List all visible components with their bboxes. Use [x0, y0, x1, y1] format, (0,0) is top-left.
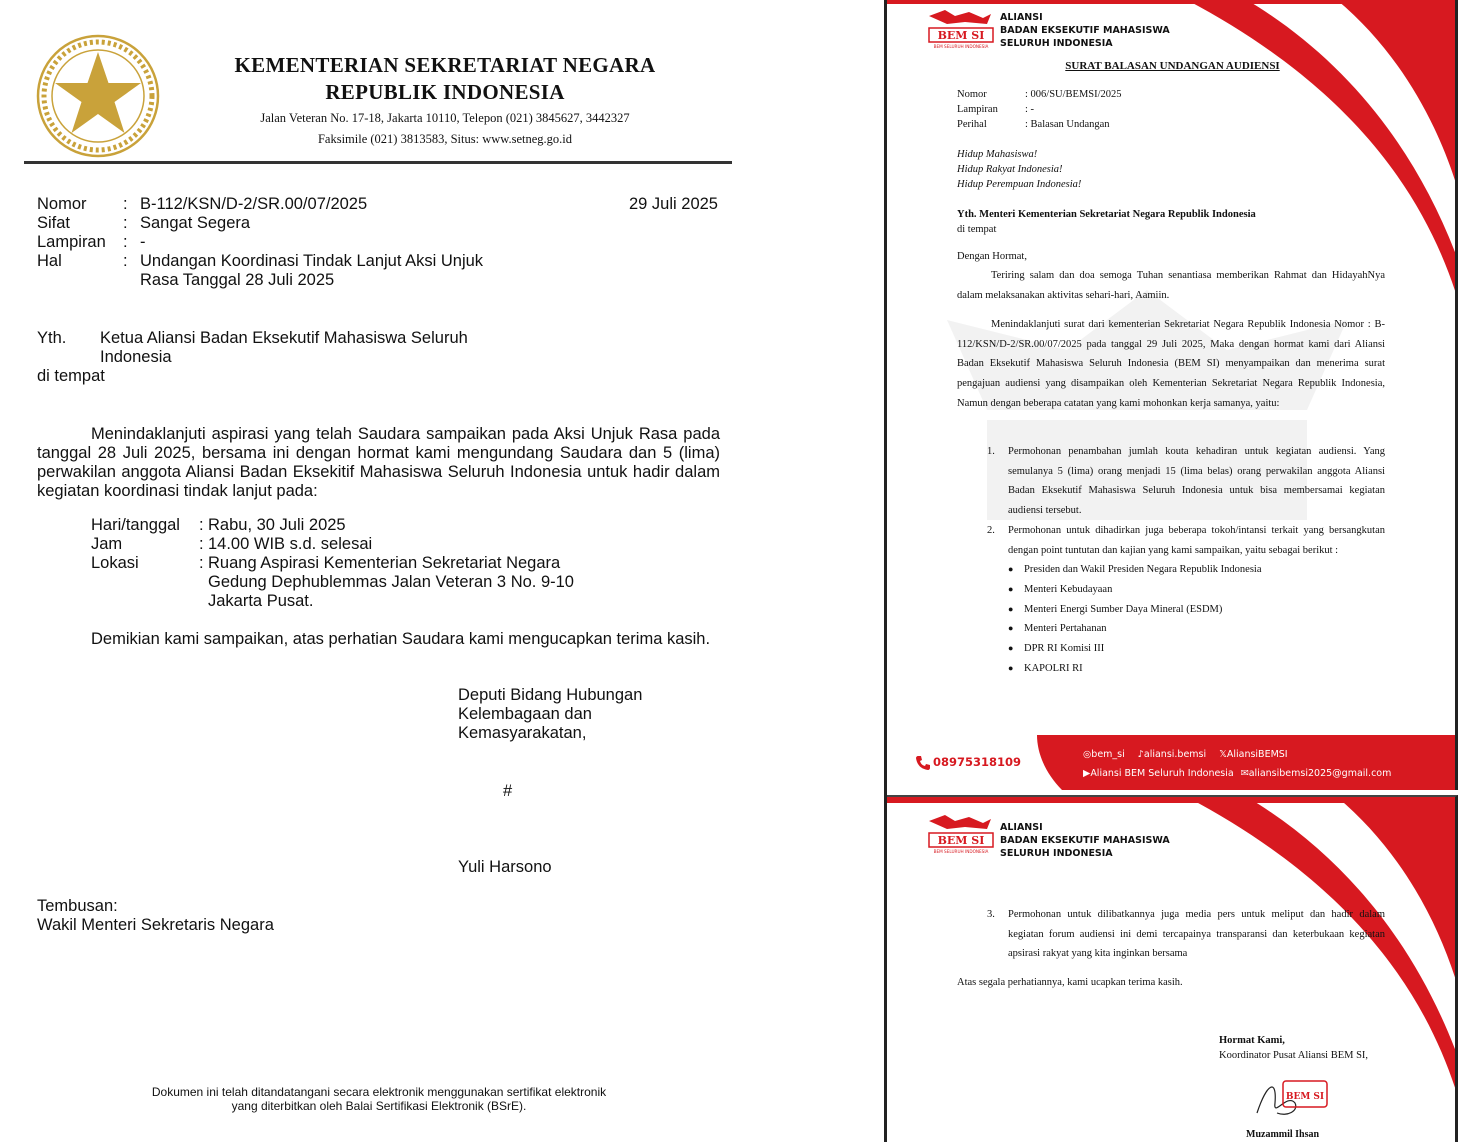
org-name-1: ALIANSI [1000, 12, 1043, 23]
bullet-text: DPR RI Komisi III [1024, 643, 1105, 655]
ministry-contact: Faksimile (021) 3813583, Situs: www.setneg.go.id [317, 132, 573, 146]
stamp-text: BEM SI [1285, 1092, 1325, 1102]
tiktok-icon: ♪ [1137, 749, 1144, 760]
org-name-3: SELURUH INDONESIA [1000, 848, 1113, 859]
sign-off: Hormat Kami, [1219, 1035, 1285, 1046]
letterhead [190, 52, 700, 148]
bullet-icon: ● [1008, 603, 1014, 614]
recipient-line-1: Ketua Aliansi Badan Eksekutif Mahasiswa Seluruh [100, 329, 468, 347]
signer-title-3: Kemasyarakatan, [458, 724, 587, 742]
cc-label: Tembusan: [37, 897, 118, 915]
lokasi-line-2: Gedung Dephublemmas Jalan Veteran 3 No. 9-10 [208, 573, 574, 591]
hari-label: Hari/tanggal [91, 516, 180, 534]
lampiran-value: - [140, 233, 146, 251]
hal-label: Hal [37, 252, 62, 270]
instagram-handle[interactable]: bem_si [1091, 749, 1125, 760]
colon: : [123, 214, 128, 232]
lampiran-label: Lampiran [37, 233, 106, 251]
colon: : [123, 233, 128, 251]
bullet-icon: ● [1008, 564, 1014, 575]
bemsi-logo-icon [925, 811, 997, 855]
nomor-value: : 006/SU/BEMSI/2025 [1025, 89, 1122, 100]
org-name-3: SELURUH INDONESIA [1000, 38, 1113, 49]
email-address[interactable]: aliansibemsi2025@gmail.com [1248, 768, 1392, 779]
item-number: 2. [987, 524, 995, 536]
hal-value-1: Undangan Koordinasi Tindak Lanjut Aksi Unjuk [140, 252, 484, 270]
letter-meta [37, 195, 483, 290]
ministry-country: REPUBLIK INDONESIA [325, 80, 565, 104]
reply-meta [957, 87, 1122, 132]
bullet-text: Menteri Kebudayaan [1024, 583, 1113, 595]
colon: : [199, 516, 204, 534]
contact-footer [887, 735, 1458, 790]
request-list [987, 442, 1385, 678]
bullet-item [1008, 659, 1385, 679]
signer-role: Koordinator Pusat Aliansi BEM SI, [1219, 1050, 1369, 1061]
x-icon: 𝕏 [1219, 749, 1227, 760]
colon: : [199, 554, 204, 572]
item-number: 1. [987, 446, 995, 457]
colon: : [199, 535, 204, 553]
slogan-2: Hidup Rakyat Indonesia! [957, 164, 1063, 175]
perihal-value: : Balasan Undangan [1025, 119, 1110, 130]
hal-value-2: Rasa Tanggal 28 Juli 2025 [140, 271, 335, 289]
youtube-channel[interactable]: Aliansi BEM Seluruh Indonesia [1090, 768, 1234, 779]
letterhead-rule [24, 161, 732, 164]
list-item [987, 521, 1385, 560]
schedule [91, 516, 574, 611]
logo-subtext: BEM SELURUH INDONESIA [933, 44, 989, 49]
bullet-text: Menteri Pertahanan [1024, 623, 1107, 635]
signature-placeholder: # [503, 782, 513, 800]
reply-recipient [957, 207, 1256, 237]
coordinator-name: Muzammil Ihsan [1246, 1129, 1320, 1140]
recipient-block [37, 329, 507, 386]
signer-title-1: Deputi Bidang Hubungan [458, 686, 643, 704]
colon: : [123, 195, 128, 213]
bemsi-logo-icon [925, 6, 997, 50]
recipient-line-2: Indonesia [100, 348, 172, 366]
nomor-label: Nomor [37, 195, 87, 213]
nomor-label: Nomor [957, 89, 987, 100]
reply-recipient-name: Yth. Menteri Kementerian Sekretariat Negara Republik Indonesia [957, 209, 1256, 220]
org-name-2: BADAN EKSEKUTIF MAHASISWA [1000, 25, 1170, 36]
bullet-icon: ● [1008, 583, 1014, 594]
jam-value: 14.00 WIB s.d. selesai [208, 535, 373, 553]
nomor-value: B-112/KSN/D-2/SR.00/07/2025 [140, 195, 368, 213]
lokasi-line-1: Ruang Aspirasi Kementerian Sekretariat Negara [208, 554, 561, 572]
item-text: Permohonan untuk dilibatkannya juga media pers untuk meliput dan hadir dalam kegiatan forum audiensi ini demi tercapainya transparansi dan keterbukaan kegiatan apsirasi rakyat yang kita inginkan bersama [1008, 909, 1385, 960]
org-name [1000, 11, 1170, 50]
request-list-continued [987, 905, 1385, 964]
yth-label: Yth. [37, 329, 67, 347]
sifat-label: Sifat [37, 214, 71, 232]
slogan-1: Hidup Mahasiswa! [957, 149, 1038, 160]
logo-subtext: BEM SELURUH INDONESIA [933, 849, 989, 854]
salutation: Dengan Hormat, [957, 251, 1027, 262]
bullet-item [1008, 600, 1385, 620]
cc-block [37, 897, 274, 935]
phone-number: 08975318109 [933, 755, 1022, 769]
paragraph-1: Teriring salam dan doa semoga Tuhan senantiasa memberikan Rahmat dan HidayahNya dalam melaksanakan aktivitas sehari-hari, Aamiin. [957, 270, 1385, 301]
letter-date: 29 Juli 2025 [629, 195, 718, 213]
list-item [987, 442, 1385, 521]
e-signature-note [140, 1085, 618, 1113]
social-links [1083, 745, 1391, 783]
youtube-icon: ▶ [1083, 768, 1091, 779]
bemsi-letter-page-1 [887, 0, 1458, 790]
signature-stamp [1247, 1073, 1337, 1123]
lampiran-label: Lampiran [957, 104, 998, 115]
bullet-text: Presiden dan Wakil Presiden Negara Republik Indonesia [1024, 564, 1262, 576]
perihal-label: Perihal [957, 119, 987, 130]
bullet-item [1008, 560, 1385, 580]
bullet-item [1008, 619, 1385, 639]
logo-text: BEM SI [937, 29, 985, 42]
slogans [957, 147, 1081, 192]
bullet-icon: ● [1008, 623, 1014, 634]
e-signature-note-2: yang diterbitkan oleh Balai Sertifikasi Elektronik (BSrE). [231, 1099, 527, 1113]
bullet-text: KAPOLRI RI [1024, 662, 1083, 674]
x-handle[interactable]: AliansiBEMSI [1226, 749, 1288, 760]
org-name-1: ALIANSI [1000, 822, 1043, 833]
bullet-item [1008, 639, 1385, 659]
e-signature-note-1: Dokumen ini telah ditandatangani secara elektronik menggunakan sertifikat elektronik [151, 1085, 607, 1099]
item-text: Permohonan penambahan jumlah kouta kehadiran untuk kegiatan audiensi. Yang semulanya 5 (lima) orang menjadi 15 (lima belas) orang perwakilan anggota Aliansi Badan Eksekutif Mahasiswa Seluruh Indonesia untuk bisa membersamai kegiatan audiensi tersebut. [1008, 446, 1385, 517]
item-number: 3. [987, 909, 995, 920]
ministry-name: KEMENTERIAN SEKRETARIAT NEGARA [234, 53, 656, 77]
phone-icon [915, 755, 931, 771]
logo-text: BEM SI [937, 834, 985, 847]
bullet-icon: ● [1008, 643, 1014, 654]
closing-thanks: Atas segala perhatiannya, kami ucapkan terima kasih. [957, 977, 1183, 988]
signer-title-2: Kelembagaan dan [458, 705, 592, 723]
list-item [987, 905, 1385, 964]
colon: : [123, 252, 128, 270]
sifat-value: Sangat Segera [140, 214, 251, 232]
signature-block [1219, 1033, 1368, 1063]
bemsi-letter-page-2 [887, 795, 1458, 1142]
org-name [1000, 821, 1170, 860]
bullet-text: Menteri Energi Sumber Daya Mineral (ESDM) [1024, 603, 1223, 615]
email-icon: ✉ [1240, 768, 1249, 779]
org-name-2: BADAN EKSEKUTIF MAHASISWA [1000, 835, 1170, 846]
signer-name: Yuli Harsono [458, 858, 552, 876]
lampiran-value: : - [1025, 104, 1035, 115]
letter-body: Menindaklanjuti aspirasi yang telah Saudara sampaikan pada Aksi Unjuk Rasa pada tanggal 28 Juli 2025, bersama ini dengan hormat kami mengundang Saudara dan 5 (lima) perwakilan anggota Aliansi Badan Eksekitif Mahasiswa Seluruh Indonesia untuk hadir dalam kegiatan koordinasi tindak lanjut pada: [37, 425, 720, 500]
signer-title [458, 686, 678, 743]
letter-title: SURAT BALASAN UNDANGAN AUDIENSI [1065, 60, 1280, 72]
garuda-star-emblem-icon [34, 32, 162, 160]
reply-recipient-place: di tempat [957, 224, 997, 235]
recipient-place: di tempat [37, 367, 105, 385]
cc-recipient: Wakil Menteri Sekretaris Negara [37, 916, 274, 934]
paragraph-2: Menindaklanjuti surat dari kementerian Sekretariat Negara Republik Indonesia Nomor : B-112/KSN/D-2/SR.00/07/2025 pada tanggal 29 Juli 2025, Maka dengan hormat kami dari Aliansi Badan Eksekutif Mahasiswa Seluruh Indonesia (BEM SI) menyampaikan dan menerima surat pengajuan audiensi yang disampaikan oleh Kementerian Sekretariat Negara Republik Indonesia, Namun dengan beberapa catatan yang kami mohonkan kerja samanya, yaitu: [957, 319, 1385, 409]
closing-text: Demikian kami sampaikan, atas perhatian Saudara kami mengucapkan terima kasih. [91, 630, 711, 648]
item-text: Permohonan untuk dihadirkan juga beberapa tokoh/intansi terkait yang bersangkutan dengan point tuntutan dan kajian yang kami sampaikan, yaitu sebagai berikut : [1008, 524, 1385, 556]
instagram-icon: ◎ [1083, 749, 1092, 760]
jam-label: Jam [91, 535, 123, 553]
bullet-icon: ● [1008, 662, 1014, 673]
bullet-item [1008, 580, 1385, 600]
slogan-3: Hidup Perempuan Indonesia! [957, 179, 1082, 190]
tiktok-handle[interactable]: aliansi.bemsi [1143, 749, 1207, 760]
hari-value: Rabu, 30 Juli 2025 [208, 516, 346, 534]
lokasi-label: Lokasi [91, 554, 139, 572]
ministry-address: Jalan Veteran No. 17-18, Jakarta 10110, Telepon (021) 3845627, 3442327 [260, 111, 630, 125]
lokasi-line-3: Jakarta Pusat. [208, 592, 314, 610]
